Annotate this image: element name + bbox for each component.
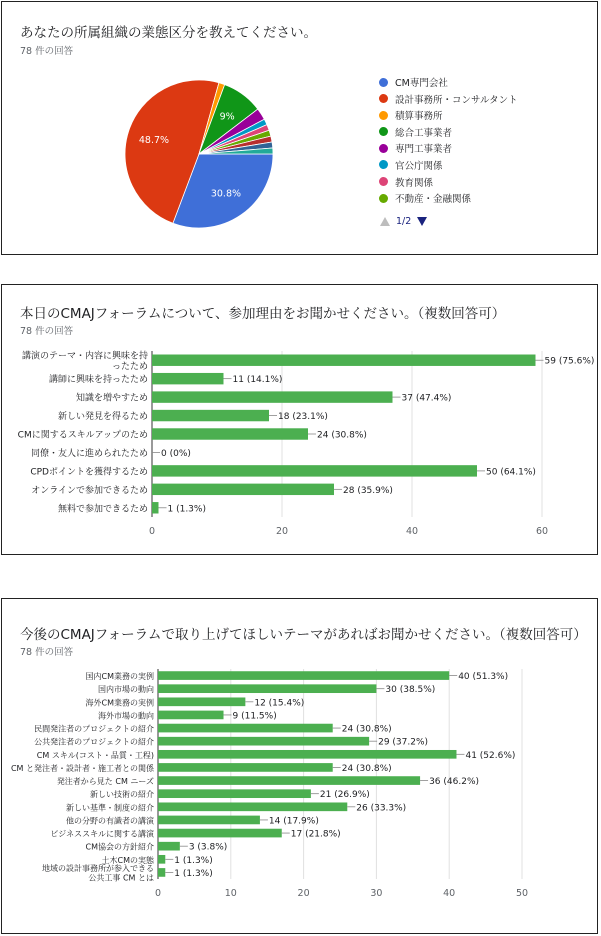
pie-slice-label: 48.7%: [138, 134, 170, 146]
reasons-chart-title: 本日のCMAJフォーラムについて、参加理由をお聞かせください。（複数回答可）: [20, 306, 506, 322]
data-label: 1 (1.3%): [167, 504, 206, 515]
data-label: 50 (64.1%): [486, 467, 536, 478]
legend-item: [379, 91, 518, 107]
pie-chart-card: [1, 1, 598, 255]
pager-prev-icon[interactable]: [380, 217, 390, 226]
category-label: 海外CM業務の実例: [85, 698, 154, 708]
x-tick-label: 30: [370, 888, 383, 899]
data-label: 26 (33.3%): [356, 803, 407, 814]
data-label: 14 (17.9%): [268, 816, 319, 827]
category-label: 発注者から見た CM ニーズ: [56, 777, 154, 787]
bar: [158, 763, 333, 772]
bar: [158, 802, 347, 811]
bar: [158, 697, 245, 706]
legend-item: [379, 124, 518, 140]
category-label: 新しい基準・制度の紹介: [66, 803, 154, 813]
data-label: 1 (1.3%): [174, 855, 213, 866]
legend-item: [379, 140, 518, 156]
legend-swatch: [379, 111, 388, 120]
data-label: 40 (51.3%): [458, 672, 509, 683]
category-label: 講師に興味を持ったため: [48, 375, 148, 386]
bar: [152, 410, 269, 421]
pager-text: 1/2: [396, 216, 412, 227]
category-label: 同僚・友人に進められたため: [30, 448, 148, 459]
legend-swatch: [379, 144, 388, 153]
category-label: 公共工事 CM とは: [88, 873, 154, 883]
category-label: 国内CM業務の実例: [85, 672, 154, 682]
category-label: 民間発注者のプロジェクトの紹介: [34, 724, 154, 734]
legend-swatch: [379, 127, 388, 136]
data-label: 21 (26.9%): [319, 790, 370, 801]
category-label: オンラインで参加できるため: [31, 485, 148, 496]
bar: [158, 750, 456, 759]
x-tick-label: 40: [405, 526, 419, 537]
data-label: 24 (30.8%): [317, 430, 367, 441]
data-label: 18 (23.1%): [278, 412, 328, 423]
legend-item: [379, 190, 518, 206]
legend-label: 専門工事業者: [395, 144, 453, 156]
bar: [158, 789, 311, 798]
pie-chart-title: あなたの所属組織の業態区分を教えてください。: [20, 25, 317, 41]
pie-slice-label: 9%: [219, 111, 235, 123]
category-label: CM スキル(コスト・品質・工程): [36, 750, 154, 760]
bar: [158, 868, 165, 877]
category-label: 知識を増やすため: [75, 393, 148, 404]
x-tick-label: 20: [275, 526, 289, 537]
x-tick-label: 60: [535, 526, 549, 537]
x-tick-label: 0: [148, 526, 156, 537]
data-label: 30 (38.5%): [385, 685, 436, 696]
bar: [158, 684, 376, 693]
legend-label: 不動産・金融関係: [395, 194, 472, 206]
legend-label: CM専門会社: [395, 78, 448, 89]
category-label: 公共発注者のプロジェクトの紹介: [34, 737, 154, 747]
data-label: 37 (47.4%): [401, 393, 452, 404]
bar: [152, 355, 536, 366]
themes-bar-plot: [2, 599, 599, 935]
legend-swatch: [379, 94, 388, 103]
themes-chart-title: 今後のCMAJフォーラムで取り上げてほしいテーマがあればお聞かせください。（複数回答可）: [20, 627, 587, 643]
bar: [158, 711, 224, 720]
bar: [152, 502, 159, 513]
x-tick-label: 40: [443, 888, 456, 899]
data-label: 29 (37.2%): [378, 737, 429, 748]
data-label: 0 (0%): [161, 448, 191, 459]
category-label: CMに関するスキルアップのため: [17, 430, 148, 441]
bar: [158, 816, 260, 825]
legend-swatch: [379, 78, 388, 87]
data-label: 24 (30.8%): [341, 724, 392, 735]
category-label: 土木CMの実態: [101, 855, 154, 865]
category-label: 海外市場の動向: [98, 711, 154, 721]
x-tick-label: 10: [224, 888, 237, 899]
bar: [152, 465, 477, 476]
reasons-bar-plot: [2, 285, 599, 556]
legend-label: 教育関係: [395, 177, 434, 189]
x-tick-label: 20: [297, 888, 310, 899]
data-label: 9 (11.5%): [232, 711, 277, 722]
data-label: 3 (3.8%): [188, 842, 228, 853]
data-label: 28 (35.9%): [343, 485, 393, 496]
data-label: 41 (52.6%): [465, 750, 516, 761]
data-label: 12 (15.4%): [254, 698, 305, 709]
legend-item: [379, 107, 518, 123]
category-label: CM協会の方針紹介: [85, 842, 154, 852]
reasons-bar-chart-card: [1, 284, 598, 555]
themes-chart-response-count: 78 件の回答: [20, 647, 74, 658]
legend-item: [379, 174, 518, 190]
reasons-chart-response-count: 78 件の回答: [20, 326, 74, 337]
legend-label: 官公庁関係: [395, 160, 443, 172]
legend-pager: [380, 216, 427, 227]
legend-swatch: [379, 177, 388, 186]
category-label: CPDポイントを獲得するため: [30, 467, 148, 478]
bar: [158, 737, 369, 746]
bar: [158, 724, 333, 733]
category-label: 講演のテーマ・内容に興味を持: [21, 351, 148, 362]
category-label: CM と発注者・設計者・施工者との関係: [10, 763, 154, 773]
bar: [158, 855, 165, 864]
pager-next-icon[interactable]: [417, 217, 427, 226]
legend-item: [379, 74, 518, 90]
bar: [158, 829, 282, 838]
data-label: 36 (46.2%): [429, 777, 480, 788]
category-label: 国内市場の動向: [98, 685, 154, 695]
bar: [158, 776, 420, 785]
x-tick-label: 0: [154, 888, 162, 899]
themes-bar-chart-card: [1, 598, 598, 934]
x-tick-label: 50: [515, 888, 529, 899]
category-label: 他の分野の有識者の講演: [66, 816, 154, 826]
data-label: 1 (1.3%): [174, 868, 213, 879]
data-label: 11 (14.1%): [232, 375, 283, 386]
category-label: 新しい発見を得るため: [57, 412, 148, 423]
legend-swatch: [379, 160, 388, 169]
pie-slice-label: 30.8%: [210, 188, 242, 200]
legend-label: 積算事務所: [395, 111, 443, 123]
legend-label: 総合工事業者: [395, 127, 453, 139]
category-label: 地域の設計事務所が参入できる: [42, 864, 154, 874]
category-label: 新しい技術の紹介: [90, 790, 154, 800]
pie-legend: [379, 74, 518, 207]
data-label: 17 (21.8%): [290, 829, 341, 840]
bar: [152, 484, 334, 495]
legend-swatch: [379, 194, 388, 203]
data-label: 24 (30.8%): [341, 763, 392, 774]
bar: [158, 671, 449, 680]
legend-item: [379, 157, 518, 173]
bar: [152, 391, 393, 402]
bar: [152, 373, 224, 384]
category-label: ったため: [111, 361, 148, 372]
pie-chart-response-count: 78 件の回答: [20, 46, 74, 57]
category-label: ビジネススキルに関する講演: [50, 829, 154, 839]
bar: [158, 842, 180, 851]
category-label: 無料で参加できるため: [57, 504, 148, 515]
legend-label: 設計事務所・コンサルタント: [395, 94, 518, 106]
bar: [152, 428, 308, 439]
data-label: 59 (75.6%): [544, 356, 595, 367]
